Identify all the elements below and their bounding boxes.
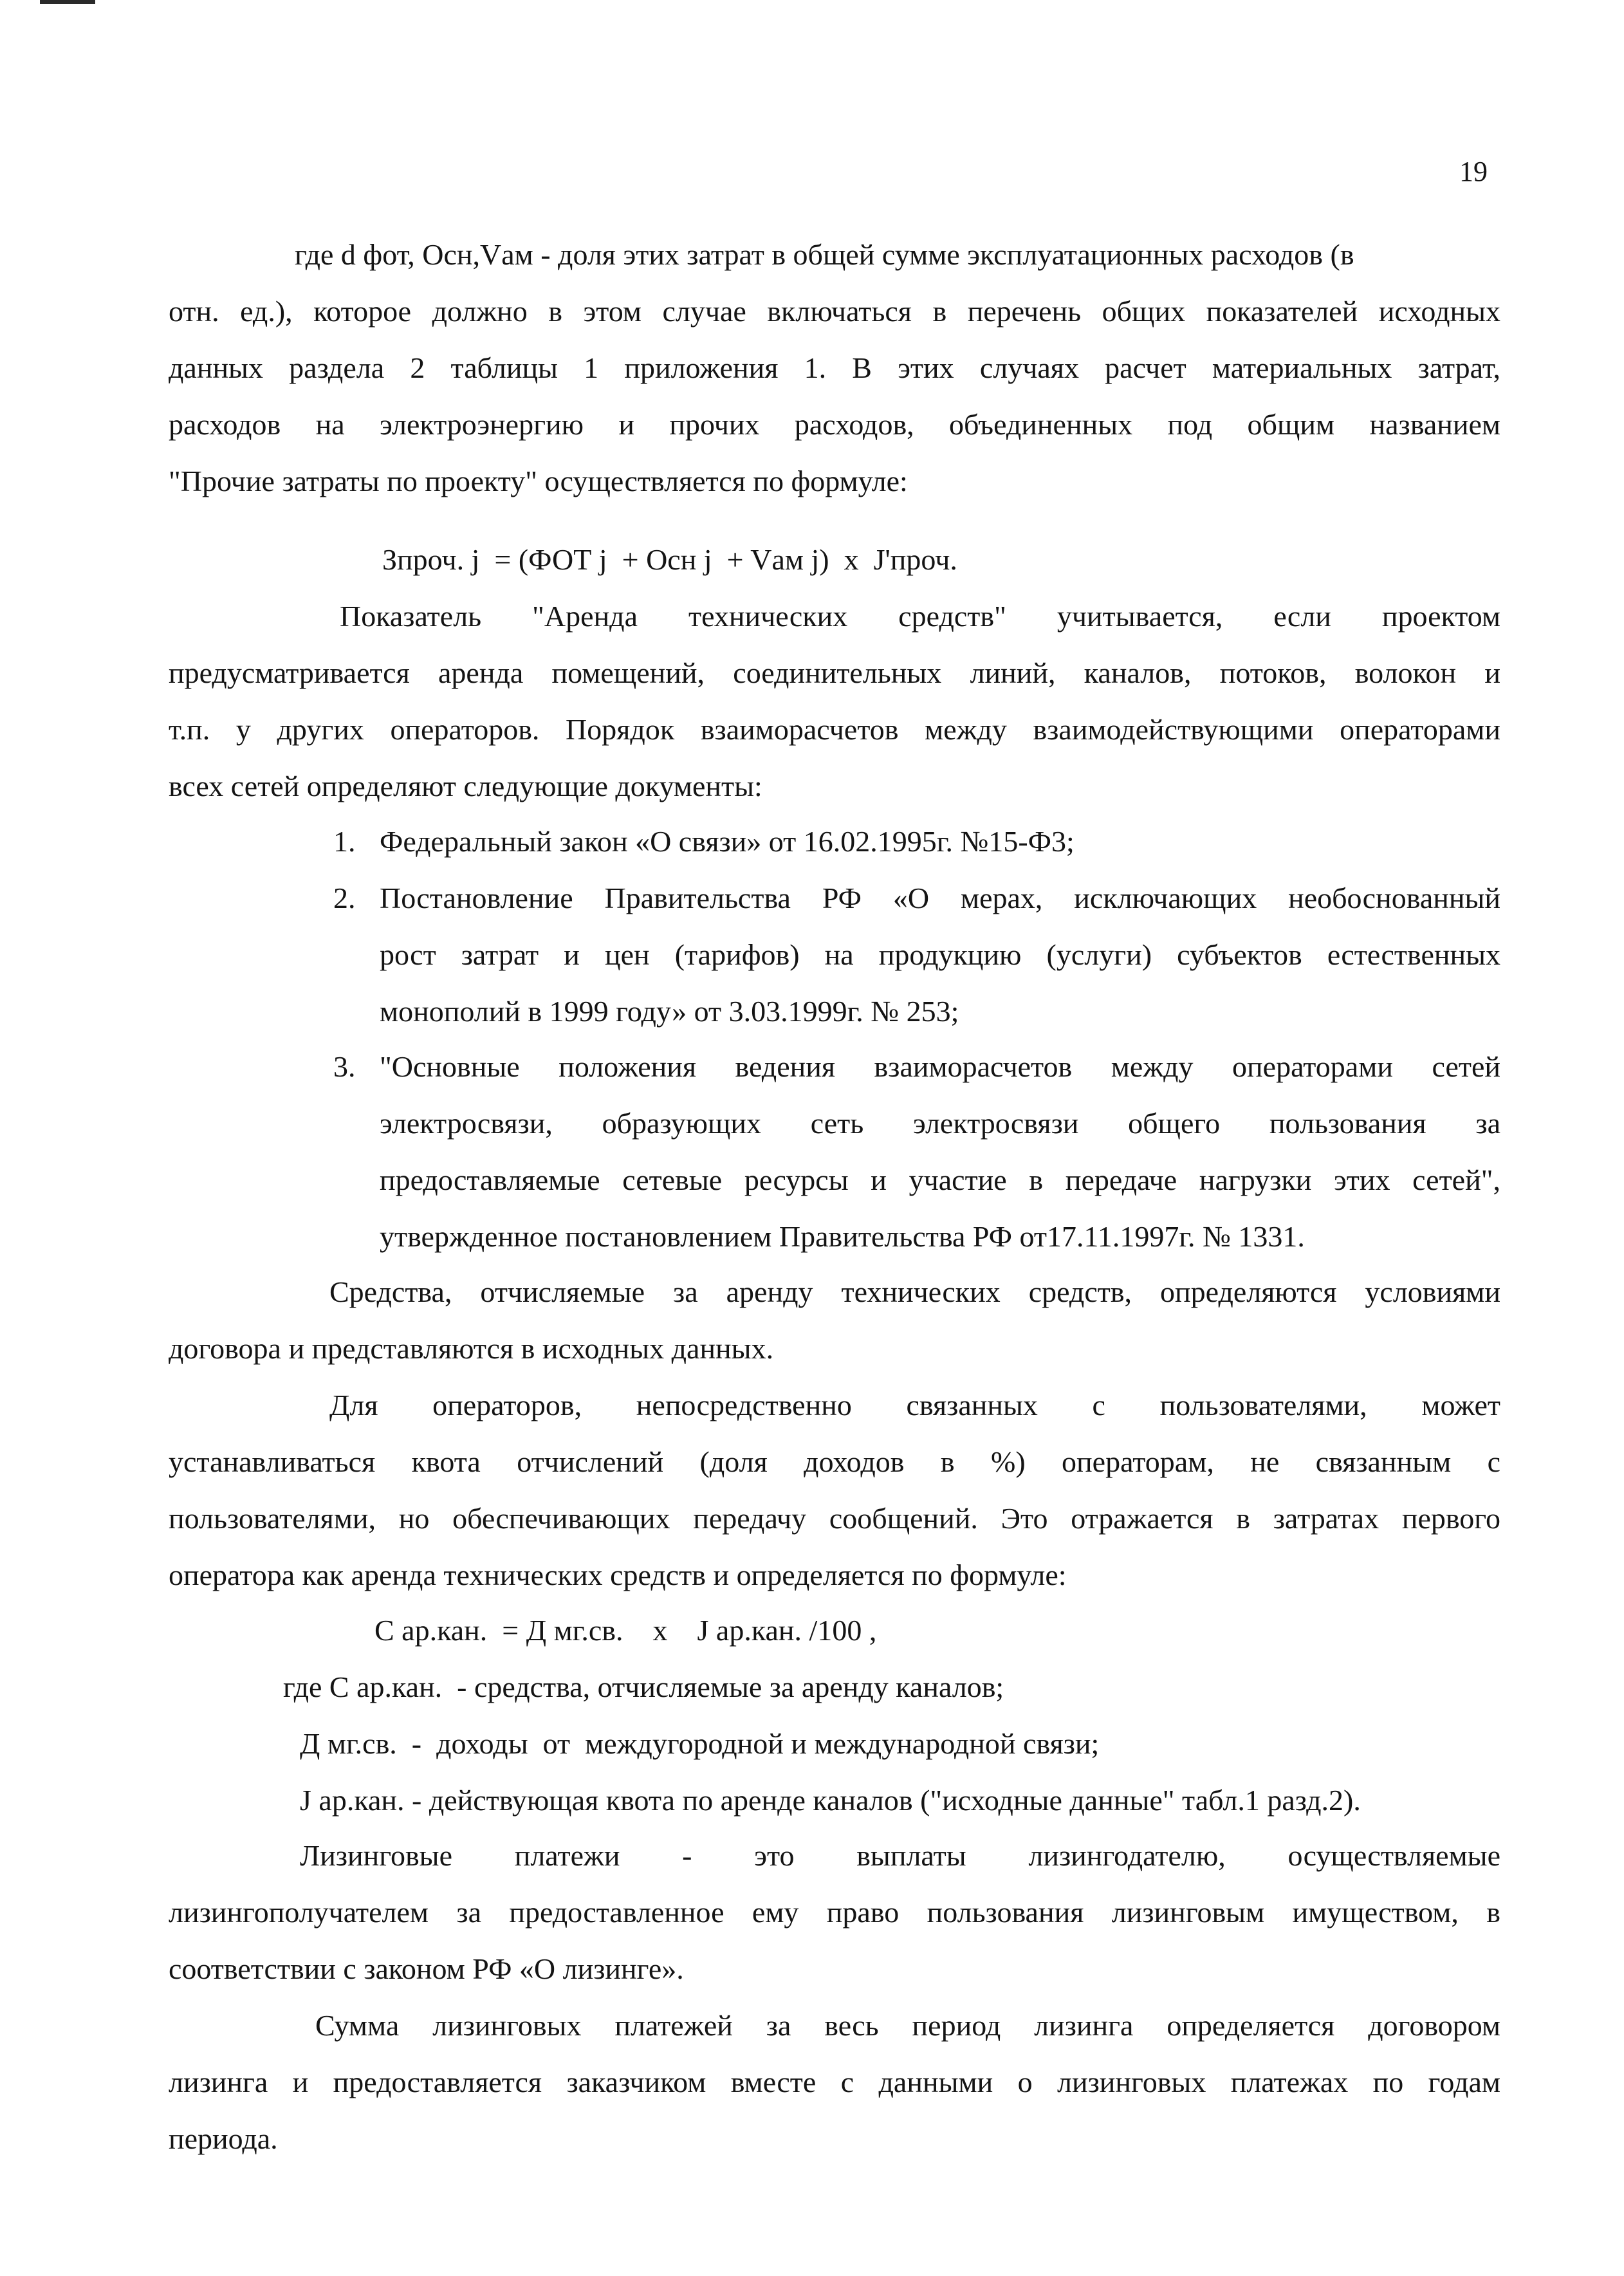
paragraph-cost-shares [169,227,1500,510]
formula-other-costs: Зпроч. j = (ФОТ j + Осн j + Vам j) х J'проч. [382,543,957,576]
text-line: расходов на электроэнергию и прочих расходов, объединенных под общим названием [169,408,1500,441]
page-number: 19 [1459,156,1488,187]
list-item-number: 3. [333,1050,356,1083]
scan-artifact-mark [40,0,95,4]
text-line: "Основные положения ведения взаиморасчетов между операторами сетей [380,1050,1500,1083]
text-line: электросвязи, образующих сеть электросвязи общего пользования за [380,1107,1500,1140]
text-line: лизингополучателем за предоставленное ему право пользования лизинговым имуществом, в [169,1896,1500,1929]
text-line: предусматривается аренда помещений, соединительных линий, каналов, потоков, волокон и [169,656,1500,689]
text-line: Федеральный закон «О связи» от 16.02.1995г. №15-Ф3; [380,825,1075,858]
definition-line: Д мг.св. - доходы от междугородной и международной связи; [300,1727,1100,1760]
text-line: Средства, отчисляемые за аренду технических средств, определяются условиями [329,1275,1500,1308]
text-line: Лизинговые платежи - это выплаты лизингодателю, осуществляемые [300,1839,1500,1872]
definition-line: где С ар.кан. - средства, отчисляемые за аренду каналов; [283,1670,1004,1703]
text-line: договора и представляются в исходных данных. [169,1332,774,1365]
text-line: оператора как аренда технических средств и определяется по формуле: [169,1559,1067,1591]
text-line: предоставляемые сетевые ресурсы и участие в передаче нагрузки этих сетей", [380,1163,1500,1196]
paragraph-quota [169,1377,1500,1604]
text-line: Показатель "Аренда технических средств" учитывается, если проектом [340,600,1500,633]
text-line: устанавливаться квота отчислений (доля доходов в %) операторам, не связанным с [169,1445,1500,1478]
text-line: рост затрат и цен (тарифов) на продукцию (услуги) субъектов естественных [380,938,1500,971]
paragraph-rent-technical-means [169,588,1500,815]
text-line: соответствии с законом РФ «О лизинге». [169,1952,684,1985]
text-line: пользователями, но обеспечивающих передачу сообщений. Это отражается в затратах первого [169,1502,1500,1535]
text-line: Для операторов, непосредственно связанных с пользователями, может [329,1389,1500,1421]
text-line: т.п. у других операторов. Порядок взаиморасчетов между взаимодействующими операторами [169,713,1500,746]
text-line: периода. [169,2122,278,2155]
text-line: утвержденное постановлением Правительства РФ от17.11.1997г. № 1331. [380,1220,1305,1253]
formula-channel-rent: С ар.кан. = Д мг.св. х J ар.кан. /100 , [374,1614,877,1647]
paragraph-leasing-sum [169,1997,1500,2167]
text-line: лизинга и предоставляется заказчиком вместе с данными о лизинговых платежах по годам [169,2066,1500,2098]
definition-line: J ар.кан. - действующая квота по аренде каналов ("исходные данные" табл.1 разд.2). [300,1784,1361,1817]
paragraph-rent-funds [169,1264,1500,1377]
text-line: где d фот, Осн,Vам - доля этих затрат в общей сумме эксплуатационных расходов (в [295,238,1354,271]
text-line: Постановление Правительства РФ «О мерах, исключающих необоснованный [380,882,1500,914]
text-line: монополий в 1999 году» от 3.03.1999г. № 253; [380,995,959,1028]
text-line: отн. ед.), которое должно в этом случае включаться в перечень общих показателей исходных [169,295,1500,328]
text-line: Сумма лизинговых платежей за весь период лизинга определяется договором [315,2009,1500,2042]
text-line: "Прочие затраты по проекту" осуществляется по формуле: [169,465,908,497]
list-item-number: 2. [333,882,356,914]
text-line: всех сетей определяют следующие документы: [169,770,762,802]
list-item-number: 1. [333,825,356,858]
paragraph-leasing [169,1827,1500,1997]
text-line: данных раздела 2 таблицы 1 приложения 1. В этих случаях расчет материальных затрат, [169,351,1500,384]
